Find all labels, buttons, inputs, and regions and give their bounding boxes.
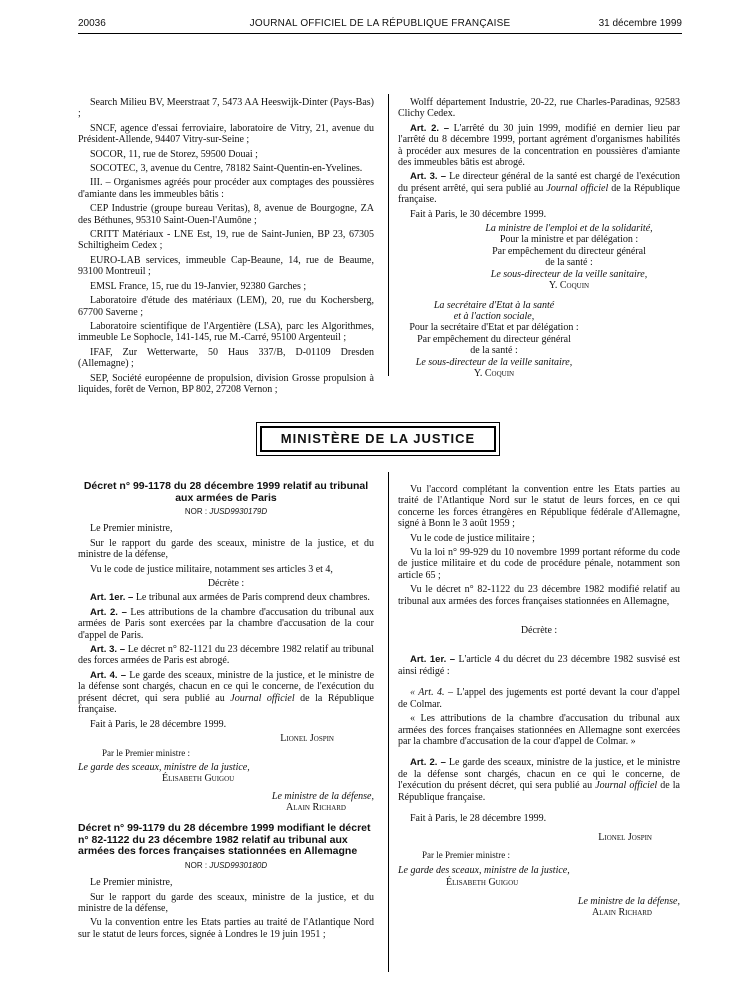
paragraph: Vu le code de justice militaire, notamment ses articles 3 et 4, — [90, 563, 333, 575]
column-rule-top — [388, 94, 389, 376]
article-2: Art. 2. – Le garde des sceaux, ministre de la justice, et le ministre de la défense sont chargés, chacun en ce qui le concerne, de l'exécution du présent décret, qui sera publié au Journal officiel de la République française. — [398, 757, 681, 803]
paragraph: Sur le rapport du garde des sceaux, ministre de la justice, et du ministre de la défense, — [78, 537, 374, 561]
paragraph: Vu l'accord complétant la convention entre les Etats parties au traité de l'Atlantique Nord sur le statut de leurs forces, en ce qui concerne les forces étrangères en République fédérale d'Allemagne, signé à Bonn le 3 août 1959 ; — [398, 484, 680, 530]
article-3: Art. 3. – Le directeur général de la santé est chargé de l'exécution du présent arrêté, qui sera publié au Journal officiel de la République française. — [398, 171, 681, 206]
list-item: SOCOTEC, 3, avenue du Centre, 78182 Saint-Quentin-en-Yvelines. — [90, 163, 363, 175]
page-number: 20036 — [78, 18, 106, 29]
paragraph: Vu la loi n° 99-929 du 10 novembre 1999 portant réforme du code de justice militaire et du code de procédure pénale, notamment son article 65 ; — [398, 547, 680, 581]
list-item: Search Milieu BV, Meerstraat 7, 5473 AA Heeswijk-Dinter (Pays-Bas) ; — [78, 97, 374, 120]
decree-1-title: Décret n° 99-1178 du 28 décembre 1999 relatif au tribunal aux armées de Paris — [83, 480, 369, 504]
paragraph: Vu le décret n° 82-1122 du 23 décembre 1982 modifié relatif au tribunal aux armées des forces françaises stationnées en Allemagne, — [398, 584, 680, 607]
article-1: Art. 1er. – Le tribunal aux armées de Paris comprend deux chambres. — [90, 592, 370, 604]
paragraph: Vu la convention entre les Etats parties au traité de l'Atlantique Nord sur le statut de leurs forces, signée à Londres le 19 juin 1951 ; — [78, 917, 374, 940]
list-item: III. – Organismes agréés pour procéder aux comptages des poussières d'amiante dans les immeubles bâtis : — [78, 177, 374, 200]
fait-a-paris: Fait à Paris, le 28 décembre 1999. — [410, 812, 547, 824]
signature-title: Le ministre de la défense, — [577, 895, 680, 907]
decree-2-title: Décret n° 99-1179 du 28 décembre 1999 modifiant le décret n° 82-1122 du 23 décembre 1982 relatif au tribunal aux armées des forces françaises stationnées en Allemagne — [78, 822, 371, 858]
article-1: Art. 1er. – L'article 4 du décret du 23 décembre 1982 susvisé est ainsi rédigé : — [398, 654, 680, 677]
article-3: Art. 3. – Le décret n° 82-1121 du 23 décembre 1982 relatif au tribunal des forces armées de Paris est abrogé. — [78, 644, 374, 667]
signature-caption: Par le Premier ministre : — [422, 849, 510, 860]
signatory: Élisabeth Guigou — [446, 876, 519, 888]
fait-a-paris: Fait à Paris, le 28 décembre 1999. — [90, 718, 227, 730]
signature-block-1: La ministre de l'emploi et de la solidarité, Pour la ministre et par délégation : Par empêchement du directeur général de la santé : Le sous-directeur de la veille sanitaire, Y. Coquin — [485, 223, 653, 292]
signatory: Élisabeth Guigou — [162, 773, 235, 785]
list-item: CRITT Matériaux - LNE Est, 19, rue de Saint-Junien, BP 23, 67305 Schiltigheim Cedex ; — [78, 229, 374, 252]
decree-2-nor: NOR : JUSD9930180D — [184, 860, 268, 870]
signature-caption: Par le Premier ministre : — [102, 748, 190, 759]
signature-title: Le garde des sceaux, ministre de la justice, — [78, 761, 250, 773]
decrete: Décrète : — [520, 625, 558, 637]
list-item: EMSL France, 15, rue du 19-Janvier, 92380 Garches ; — [90, 280, 307, 292]
bottom-right-column — [398, 484, 680, 919]
quoted-article-4: « Art. 4. – L'appel des jugements est porté devant la cour d'appel de Colmar. — [398, 687, 680, 710]
paragraph: Sur le rapport du garde des sceaux, ministre de la justice, et du ministre de la défense, — [78, 891, 374, 915]
column-rule-bottom — [388, 472, 389, 972]
signature-title: Le ministre de la défense, — [271, 790, 374, 802]
signature-block-2: La secrétaire d'Etat à la santé et à l'action sociale, Pour la secrétaire d'Etat et par délégation : Par empêchement du directeur général de la santé : Le sous-directeur de la veille sanitaire, Y. Coquin — [409, 299, 579, 379]
top-right-column — [398, 97, 680, 379]
bottom-left-column — [78, 481, 374, 943]
decrete: Décrète : — [207, 578, 245, 590]
list-item: SOCOR, 11, rue de Storez, 59500 Douai ; — [90, 148, 258, 160]
decree-1-nor: NOR : JUSD9930179D — [184, 507, 268, 516]
signatory: Alain Richard — [286, 801, 346, 813]
paragraph: Le Premier ministre, — [90, 523, 173, 535]
quoted-paragraph: « Les attributions de la chambre d'accusation du tribunal aux armées des forces françaises stationnées en Allemagne sont exercées par la chambre d'accusation de la cour d'appel de Colmar. » — [398, 713, 680, 747]
list-item: Laboratoire scientifique de l'Argentière (LSA), parc les Algorithmes, immeuble Le Sophocle, 141-145, rue M.-Carré, 95100 Argenteuil ; — [78, 320, 374, 344]
list-item: EURO-LAB services, immeuble Cap-Beaune, 14, rue de Beaume, 93100 Montreuil ; — [78, 254, 374, 278]
header-rule — [78, 33, 682, 34]
article-2: Art. 2. – Les attributions de la chambre d'accusation du tribunal aux armées de Paris sont exercées par la chambre d'accusation de la cour d'appel de Paris. — [78, 606, 375, 641]
page-header — [78, 18, 682, 34]
issue-date: 31 décembre 1999 — [598, 18, 682, 29]
top-left-column — [78, 97, 374, 398]
list-item: CEP Industrie (groupe bureau Veritas), 8, avenue de Bourgogne, ZA des Béthunes, 95310 Saint-Ouen-l'Aumône ; — [78, 203, 374, 226]
list-item: SEP, Société européenne de propulsion, division Grosse propulsion à liquides, forêt de Vernon, BP 802, 27208 Vernon ; — [78, 372, 374, 395]
list-item: IFAF, Zur Wetterwarte, 50 Haus 337/B, D-01109 Dresden (Allemagne) ; — [78, 346, 374, 370]
signatory: Lionel Jospin — [598, 832, 652, 844]
signatory: Alain Richard — [592, 907, 652, 919]
paragraph: Wolff département Industrie, 20-22, rue Charles-Paradinas, 92583 Clichy Cedex. — [398, 97, 680, 120]
list-item: Laboratoire d'étude des matériaux (LEM), 20, rue du Kochersberg, 67700 Saverne ; — [78, 295, 374, 318]
signatory: Lionel Jospin — [280, 732, 334, 744]
fait-a-paris: Fait à Paris, le 30 décembre 1999. — [410, 208, 547, 220]
paragraph: Vu le code de justice militaire ; — [410, 532, 535, 544]
article-2: Art. 2. – L'arrêté du 30 juin 1999, modifié en dernier lieu par l'arrêté du 8 décembre 1999, portant agrément d'organismes habilités à procéder aux mesures de la concentration en poussières d'amiante des immeubles bâtis est abrogé. — [398, 122, 681, 169]
paragraph: Le Premier ministre, — [90, 877, 173, 889]
article-4: Art. 4. – Le garde des sceaux, ministre de la justice, et le ministre de la défense sont chargés, chacun en ce qui le concerne, de l'exécution du présent décret, qui sera publié au Journal officiel de la République française. — [78, 669, 375, 716]
ministry-heading: MINISTÈRE DE LA JUSTICE — [260, 426, 496, 452]
list-item: SNCF, agence d'essai ferroviaire, laboratoire de Vitry, 21, avenue du Président-Allende, 94407 Vitry-sur-Seine ; — [78, 122, 374, 146]
journal-title: JOURNAL OFFICIEL DE LA RÉPUBLIQUE FRANÇAISE — [249, 18, 511, 29]
signature-title: Le garde des sceaux, ministre de la justice, — [398, 865, 570, 877]
